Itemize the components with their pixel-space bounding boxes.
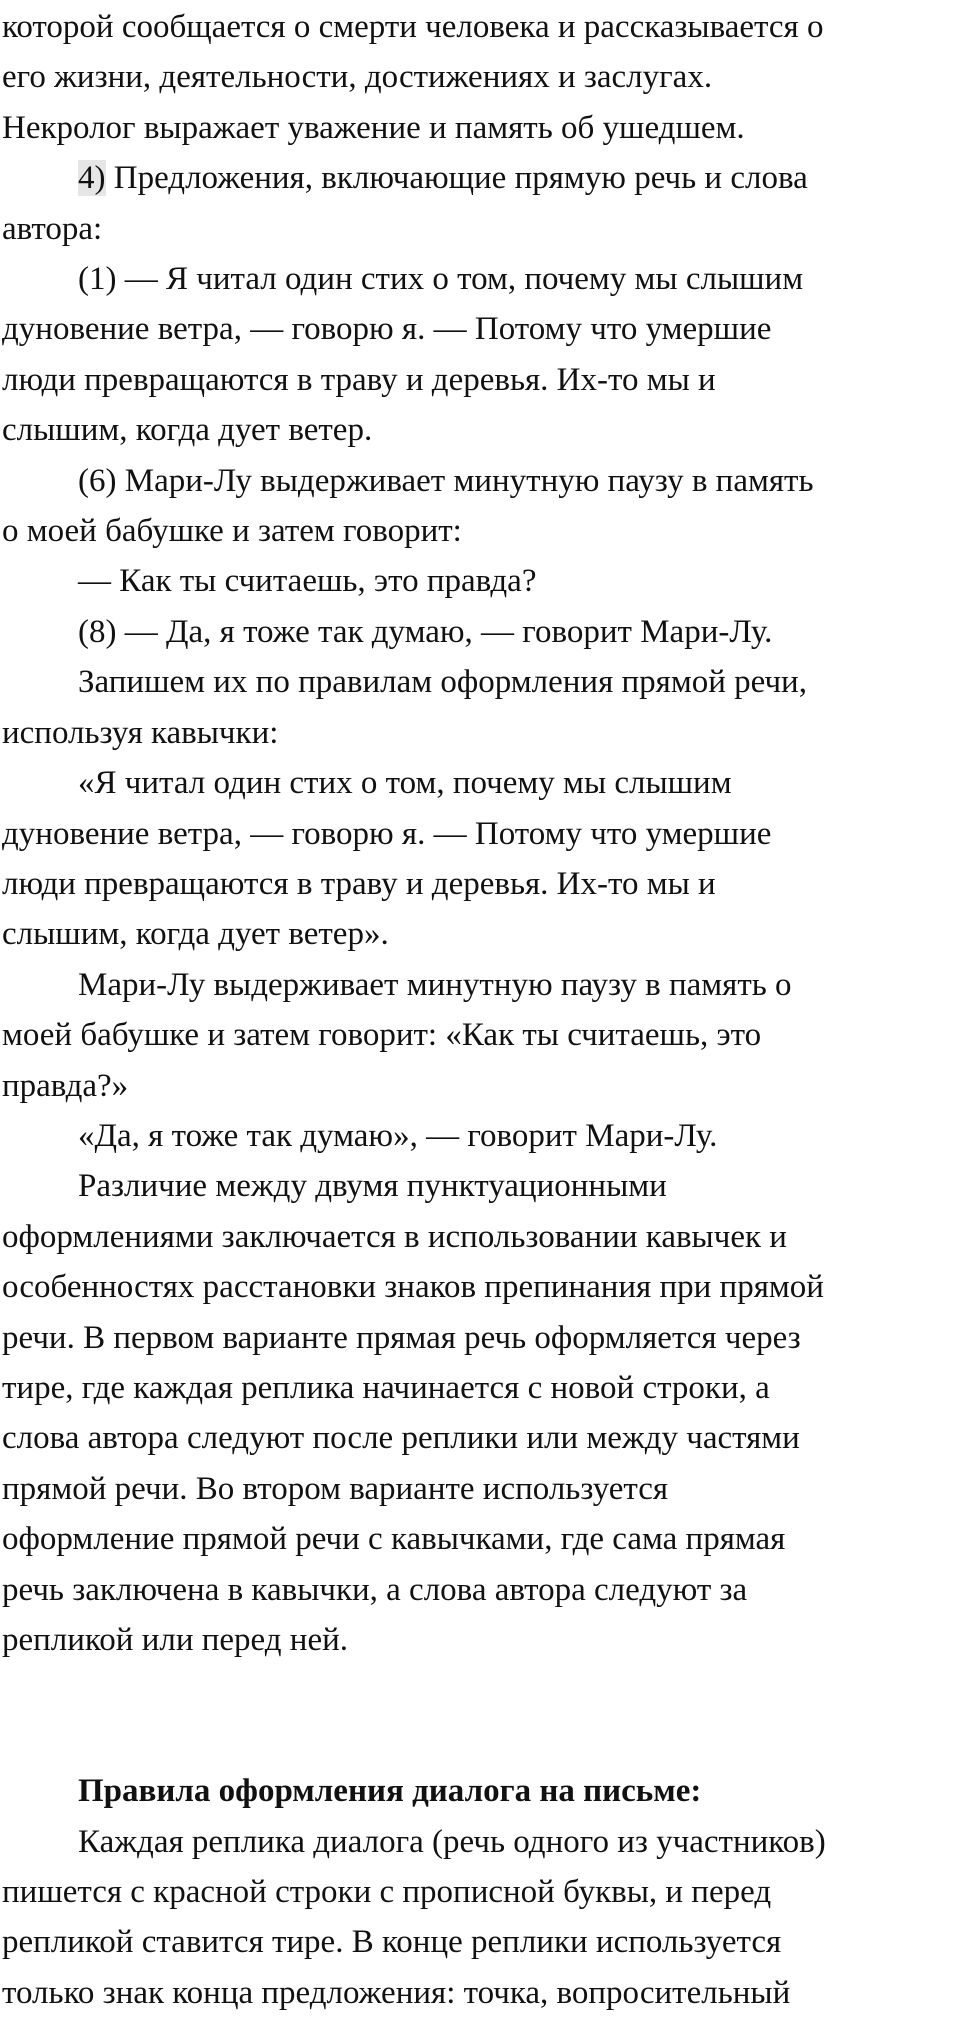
text-line: [2, 1615, 960, 1665]
text-line: [2, 1262, 960, 1312]
text-line: [2, 1212, 960, 1262]
text-line: [2, 859, 960, 909]
line-text: Предложения, включающие прямую речь и слова: [105, 160, 808, 197]
text-line: [2, 809, 960, 859]
section-body: [2, 1817, 960, 2019]
line-text: Запишем их по правилам оформления прямой речи,: [78, 664, 807, 701]
text-line: [2, 506, 960, 556]
text-line: [2, 1010, 960, 1060]
line-text: особенностях расстановки знаков препинания при прямой: [2, 1269, 824, 1306]
text-line: [2, 1817, 960, 1867]
document-body: [2, 2, 960, 1665]
section-heading: Правила оформления диалога на письме:: [78, 1773, 702, 1810]
line-text: «Я читал один стих о том, почему мы слышим: [78, 765, 732, 802]
text-line: [2, 556, 960, 606]
text-line: [2, 153, 960, 203]
text-line: [2, 1161, 960, 1211]
text-line: [2, 657, 960, 707]
line-text: прямой речи. Во втором варианте используется: [2, 1470, 669, 1507]
text-line: [2, 103, 960, 153]
text-line: [2, 1514, 960, 1564]
line-text: Каждая реплика диалога (речь одного из участников): [78, 1823, 826, 1860]
line-text: слышим, когда дует ветер.: [2, 412, 373, 449]
text-line: [2, 52, 960, 102]
line-text: слова автора следуют после реплики или между частями: [2, 1420, 800, 1457]
text-line: [2, 355, 960, 405]
line-text: оформление прямой речи с кавычками, где сама прямая: [2, 1521, 786, 1558]
line-text: слышим, когда дует ветер».: [2, 916, 389, 953]
text-line: [2, 607, 960, 657]
line-text: его жизни, деятельности, достижениях и заслугах.: [2, 59, 713, 96]
text-line: [2, 2, 960, 52]
text-line: [2, 1313, 960, 1363]
line-text: автора:: [2, 210, 103, 247]
text-line: [2, 1413, 960, 1463]
line-text: которой сообщается о смерти человека и рассказывается о: [2, 9, 824, 45]
line-text: дуновение ветра, — говорю я. — Потому что умершие: [2, 815, 772, 852]
line-text: люди превращаются в траву и деревья. Их-то мы и: [2, 361, 716, 398]
line-text: речи. В первом варианте прямая речь оформляется через: [2, 1319, 801, 1356]
text-line: [2, 1968, 960, 2018]
line-text: (6) Мари-Лу выдерживает минутную паузу в память: [78, 462, 814, 499]
line-text: только знак конца предложения: точка, вопросительный: [2, 1974, 791, 2011]
text-line: [2, 405, 960, 455]
text-line: [2, 1061, 960, 1111]
text-line: [2, 1464, 960, 1514]
text-line: [2, 304, 960, 354]
text-line: [2, 909, 960, 959]
text-line: [2, 1111, 960, 1161]
line-text: оформлениями заключается в использовании кавычек и: [2, 1218, 787, 1255]
line-text: — Как ты считаешь, это правда?: [78, 563, 537, 600]
line-text: (8) — Да, я тоже так думаю, — говорит Мари-Лу.: [78, 613, 773, 650]
line-text: репликой ставится тире. В конце реплики используется: [2, 1924, 782, 1961]
line-text: Некролог выражает уважение и память об ушедшем.: [2, 109, 745, 146]
list-marker: 4): [78, 160, 106, 197]
line-text: Различие между двумя пунктуационными: [78, 1168, 667, 1205]
line-text: репликой или перед ней.: [2, 1622, 349, 1658]
line-text: Мари-Лу выдерживает минутную паузу в память о: [78, 966, 792, 1003]
line-text: тире, где каждая реплика начинается с новой строки, а: [2, 1369, 770, 1406]
line-text: (1) — Я читал один стих о том, почему мы слышим: [78, 261, 804, 298]
line-text: правда?»: [2, 1067, 129, 1104]
text-line: [2, 960, 960, 1010]
line-text: о моей бабушке и затем говорит:: [2, 513, 462, 550]
text-line: [2, 254, 960, 304]
text-line: [2, 204, 960, 254]
line-text: речь заключена в кавычки, а слова автора следуют за: [2, 1571, 748, 1608]
text-line: [2, 456, 960, 506]
text-line: [2, 758, 960, 808]
blank-space: [2, 1665, 960, 1766]
line-text: люди превращаются в траву и деревья. Их-то мы и: [2, 865, 716, 902]
text-line: [2, 708, 960, 758]
text-line: [2, 1917, 960, 1967]
line-text: дуновение ветра, — говорю я. — Потому что умершие: [2, 311, 772, 348]
line-text: пишется с красной строки с прописной буквы, и перед: [2, 1874, 772, 1911]
text-line: [2, 1363, 960, 1413]
text-line: [2, 1565, 960, 1615]
line-text: используя кавычки:: [2, 714, 279, 751]
line-text: моей бабушке и затем говорит: «Как ты считаешь, это: [2, 1017, 762, 1054]
line-text: «Да, я тоже так думаю», — говорит Мари-Лу.: [78, 1117, 718, 1154]
text-line: [2, 1867, 960, 1917]
